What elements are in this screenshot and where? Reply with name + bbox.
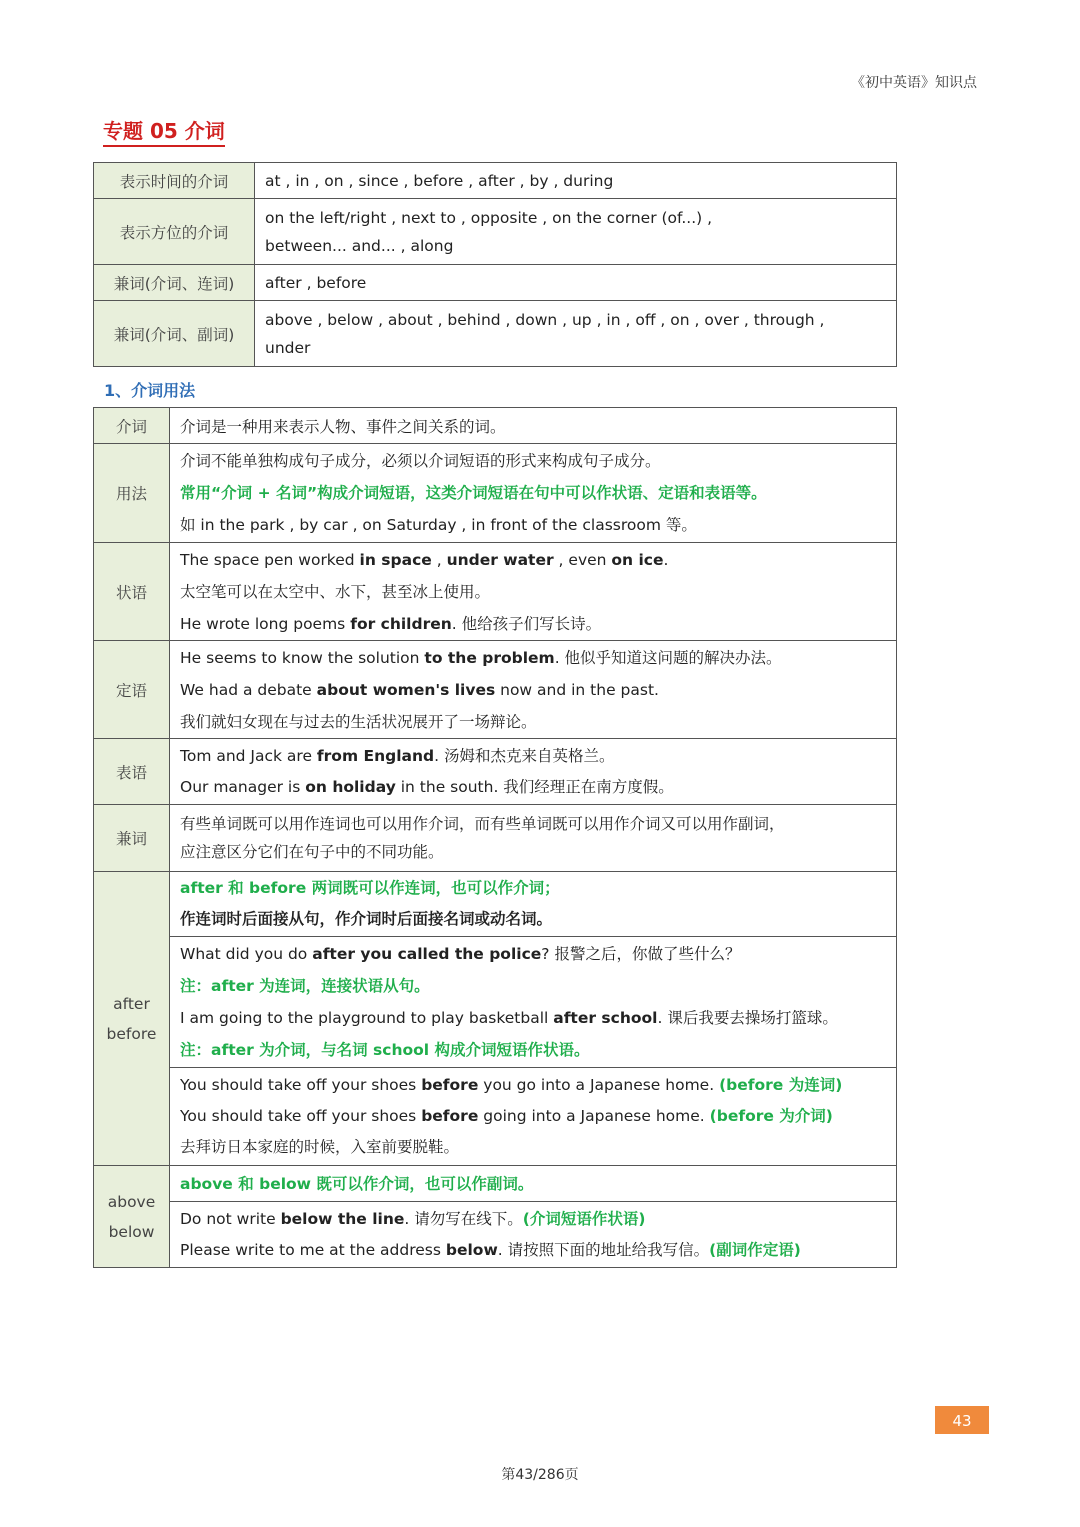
page-indicator: 第43/286页 bbox=[501, 1467, 579, 1483]
row-label: above below bbox=[94, 1166, 170, 1268]
table-row bbox=[94, 408, 897, 444]
row-label: after before bbox=[94, 872, 170, 1166]
table-row bbox=[94, 543, 897, 641]
row-content: after 和 before 两词既可以作连词，也可以作介词； 作连词时后面接从句，作介词时后面接名词或动名词。 bbox=[170, 872, 897, 937]
row-label: 表示方位的介词 bbox=[94, 199, 255, 265]
row-content: You should take off your shoes before you go into a Japanese home. (before 为连词) You should take off your shoes before going into a Japanese home. (before 为介词) 去拜访日本家庭的时候，入室前要脱鞋。 bbox=[170, 1068, 897, 1166]
row-label: 兼词(介词、副词) bbox=[94, 301, 255, 367]
row-content: on the left/right , next to , opposite , on the corner (of...) , between... and... , along bbox=[255, 199, 897, 265]
preposition-usage-table bbox=[93, 407, 897, 1268]
table-row bbox=[94, 199, 897, 265]
row-content: Tom and Jack are from England. 汤姆和杰克来自英格兰。 Our manager is on holiday in the south. 我们经理正在南方度假。 bbox=[170, 739, 897, 805]
table-row bbox=[94, 1068, 897, 1166]
row-content: 介词不能单独构成句子成分，必须以介词短语的形式来构成句子成分。 常用“介词 + 名词”构成介词短语，这类介词短语在句中可以作状语、定语和表语等。 如 in the park , by car , on Saturday , in front of the classroom 等。 bbox=[170, 444, 897, 543]
table-row bbox=[94, 444, 897, 543]
row-label: 表语 bbox=[94, 739, 170, 805]
row-content: Do not write below the line. 请勿写在线下。(介词短语作状语) Please write to me at the address below. 请按照下面的地址给我写信。(副词作定语) bbox=[170, 1202, 897, 1268]
book-title: 《初中英语》知识点 bbox=[851, 75, 977, 91]
table-row bbox=[94, 1202, 897, 1268]
row-content: at , in , on , since , before , after , by , during bbox=[255, 163, 897, 199]
row-content: above 和 below 既可以作介词，也可以作副词。 bbox=[170, 1166, 897, 1202]
row-content: above , below , about , behind , down , up , in , off , on , over , through , under bbox=[255, 301, 897, 367]
row-content: after , before bbox=[255, 265, 897, 301]
row-label: 用法 bbox=[94, 444, 170, 543]
preposition-types-table bbox=[93, 162, 897, 367]
table-row bbox=[94, 739, 897, 805]
row-content: The space pen worked in space , under water , even on ice. 太空笔可以在太空中、水下，甚至冰上使用。 He wrote long poems for children. 他给孩子们写长诗。 bbox=[170, 543, 897, 641]
row-label: 状语 bbox=[94, 543, 170, 641]
row-label: 介词 bbox=[94, 408, 170, 444]
table-row bbox=[94, 641, 897, 739]
row-content: He seems to know the solution to the problem. 他似乎知道这问题的解决办法。 We had a debate about women's lives now and in the past. 我们就妇女现在与过去的生活状况展开了一场辩论。 bbox=[170, 641, 897, 739]
row-label: 兼词(介词、连词) bbox=[94, 265, 255, 301]
row-label: 表示时间的介词 bbox=[94, 163, 255, 199]
row-label: 定语 bbox=[94, 641, 170, 739]
row-content: 有些单词既可以用作连词也可以用作介词，而有些单词既可以用作介词又可以用作副词， 应注意区分它们在句子中的不同功能。 bbox=[170, 805, 897, 872]
table-row bbox=[94, 805, 897, 872]
table-row bbox=[94, 872, 897, 937]
table-row bbox=[94, 163, 897, 199]
table-row bbox=[94, 1166, 897, 1202]
table-row bbox=[94, 265, 897, 301]
page-number-badge: 43 bbox=[935, 1406, 989, 1434]
table-row bbox=[94, 937, 897, 1068]
page-title: 专题 05 介词 bbox=[103, 118, 225, 147]
row-content: What did you do after you called the police? 报警之后，你做了些什么？ 注：after 为连词，连接状语从句。 I am going to the playground to play basketball after school. 课后我要去操场打篮球。 注：after 为介词，与名词 school 构成介词短语作状语。 bbox=[170, 937, 897, 1068]
section-heading: 1、介词用法 bbox=[104, 381, 196, 400]
row-label: 兼词 bbox=[94, 805, 170, 872]
table-row bbox=[94, 301, 897, 367]
row-content: 介词是一种用来表示人物、事件之间关系的词。 bbox=[170, 408, 897, 444]
